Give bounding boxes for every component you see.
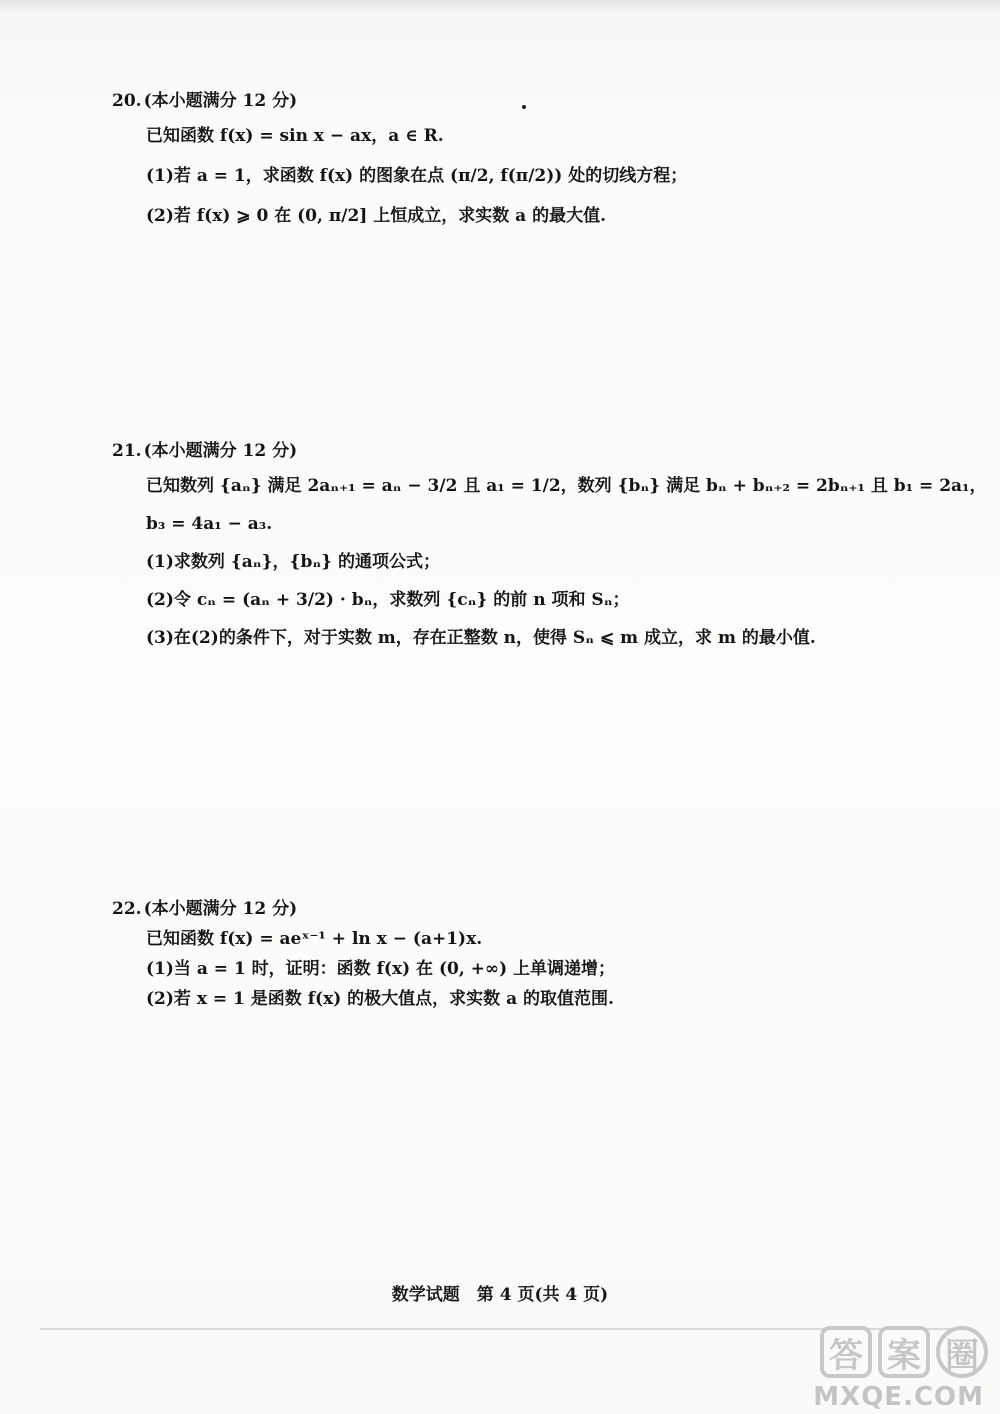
problem-header <box>112 436 932 461</box>
scan-edge <box>0 0 1000 14</box>
problem-part-1: (1)当 a = 1 时，证明：函数 f(x) 在 (0, +∞) 上单调递增； <box>146 959 616 979</box>
problem-header <box>112 86 932 111</box>
problem-number: 20. <box>112 91 142 111</box>
problem-stem-continued: b₃ = 4a₁ − a₃. <box>146 514 273 534</box>
problem-stem: 已知数列 {aₙ} 满足 2aₙ₊₁ = aₙ − 3/2 且 a₁ = 1/2，数列 {bₙ} 满足 bₙ + bₙ₊₂ = 2bₙ₊₁ 且 b₁ = 2a₁， <box>146 476 987 496</box>
problem-points: (本小题满分 12 分) <box>143 441 298 461</box>
page-footer: 数学试题 第 4 页(共 4 页) <box>391 1285 609 1305</box>
problem-21 <box>112 436 987 661</box>
problem-part-3: (3)在(2)的条件下，对于实数 m，存在正整数 n，使得 Sₙ ⩽ m 成立，求 m 的最小值. <box>146 628 816 648</box>
problem-20 <box>112 86 932 241</box>
watermark-chars <box>808 1326 988 1378</box>
watermark-char: 圈 <box>936 1326 988 1378</box>
watermark-char: 案 <box>878 1326 930 1378</box>
problem-stem: 已知函数 f(x) = aeˣ⁻¹ + ln x − (a+1)x. <box>146 929 483 949</box>
problem-points: (本小题满分 12 分) <box>143 899 298 919</box>
watermark-char: 答 <box>820 1326 872 1378</box>
problem-22 <box>112 894 932 1015</box>
problem-points: (本小题满分 12 分) <box>143 91 298 111</box>
problem-number: 22. <box>112 899 142 919</box>
problem-part-2: (2)若 f(x) ⩾ 0 在 (0, π/2] 上恒成立，求实数 a 的最大值. <box>146 206 607 226</box>
watermark-logo <box>808 1326 988 1412</box>
watermark-url: MXQE.COM <box>813 1382 984 1412</box>
problem-part-1: (1)若 a = 1，求函数 f(x) 的图象在点 (π/2, f(π/2)) 处的切线方程； <box>146 166 688 186</box>
problem-number: 21. <box>112 441 142 461</box>
problem-header <box>112 894 932 919</box>
problem-part-2: (2)令 cₙ = (aₙ + 3/2) · bₙ，求数列 {cₙ} 的前 n 项和 Sₙ； <box>146 590 630 610</box>
problem-part-2: (2)若 x = 1 是函数 f(x) 的极大值点，求实数 a 的取值范围. <box>146 989 614 1009</box>
problem-part-1: (1)求数列 {aₙ}，{bₙ} 的通项公式； <box>146 552 441 572</box>
problem-stem: 已知函数 f(x) = sin x − ax，a ∈ R. <box>146 126 444 146</box>
